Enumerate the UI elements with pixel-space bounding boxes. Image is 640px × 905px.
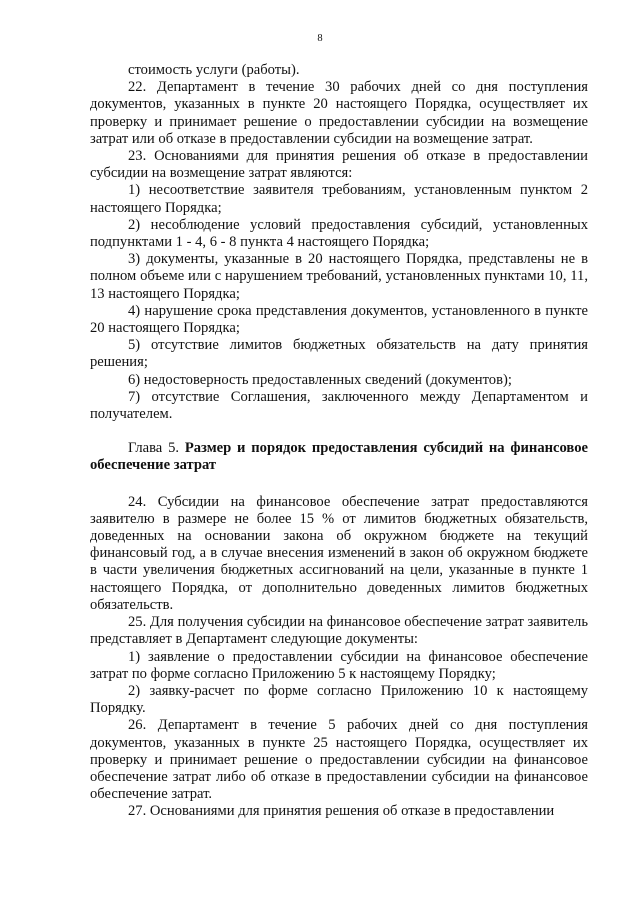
paragraph-22: 22. Департамент в течение 30 рабочих дней со дня поступления документов, указанных в пункте 20 настоящего Порядка, осуществляет их проверку и принимает решение о предоставлении субсидии на возмещение затрат или об отказе в предоставлении субсидии на возмещение затрат.: [90, 79, 588, 147]
chapter-prefix: Глава 5.: [128, 440, 185, 457]
document-body: [90, 62, 588, 821]
list-item-23-6: 6) недостоверность предоставленных сведений (документов);: [128, 371, 512, 388]
paragraph-26: 26. Департамент в течение 5 рабочих дней со дня поступления документов, указанных в пункте 25 настоящего Порядка, осуществляет их проверку и принимает решение о предоставлении субсидии на финансовое обеспечение затрат либо об отказе в предоставлении субсидии на финансовое обеспечение затрат.: [90, 717, 588, 803]
list-item-23-3: 3) документы, указанные в 20 настоящего Порядка, представлены не в полном объеме или с нарушением требований, установленных пунктами 10, 11, 13 настоящего Порядка;: [90, 251, 588, 302]
paragraph-23: 23. Основаниями для принятия решения об отказе в предоставлении субсидии на возмещение затрат являются:: [90, 148, 588, 182]
chapter-heading: [90, 440, 588, 474]
list-item-23-1: 1) несоответствие заявителя требованиям, установленным пунктом 2 настоящего Порядка;: [90, 182, 588, 216]
list-item-25-2: 2) заявку-расчет по форме согласно Приложению 10 к настоящему Порядку.: [90, 682, 588, 717]
list-item-25-1: 1) заявление о предоставлении субсидии на финансовое обеспечение затрат по форме согласно Приложению 5 к настоящему Порядку;: [90, 648, 588, 682]
list-item-23-7: 7) отсутствие Соглашения, заключенного между Департаментом и получателем.: [90, 388, 588, 423]
paragraph-continuation: стоимость услуги (работы).: [128, 62, 300, 78]
spacer: [90, 423, 588, 440]
chapter-title: Размер и порядок предоставления субсидий на финансовое обеспечение затрат: [90, 440, 588, 474]
list-item-23-4: 4) нарушение срока представления документов, установленного в пункте 20 настоящего Порядка;: [90, 302, 588, 337]
list-item-23-5: 5) отсутствие лимитов бюджетных обязательств на дату принятия решения;: [90, 337, 588, 371]
paragraph-25: 25. Для получения субсидии на финансовое обеспечение затрат заявитель представляет в Департамент следующие документы:: [90, 614, 588, 648]
list-item-23-2: 2) несоблюдение условий предоставления субсидий, установленных подпунктами 1 - 4, 6 - 8 пункта 4 настоящего Порядка;: [90, 216, 588, 251]
page-number: 8: [317, 33, 323, 44]
spacer: [90, 475, 588, 494]
paragraph-24: 24. Субсидии на финансовое обеспечение затрат предоставляются заявителю в размере не более 15 % от лимитов бюджетных обязательств, доведенных на основании закона об окружном бюджете на текущий финансовый год, а в случае внесения изменений в закон об окружном бюджете в части увеличения бюджетных ассигнований на цели, указанные в пункте 1 настоящего Порядка, от дополнительно доведенных лимитов бюджетных обязательств.: [90, 493, 588, 613]
paragraph-27: 27. Основаниями для принятия решения об отказе в предоставлении: [128, 803, 555, 820]
